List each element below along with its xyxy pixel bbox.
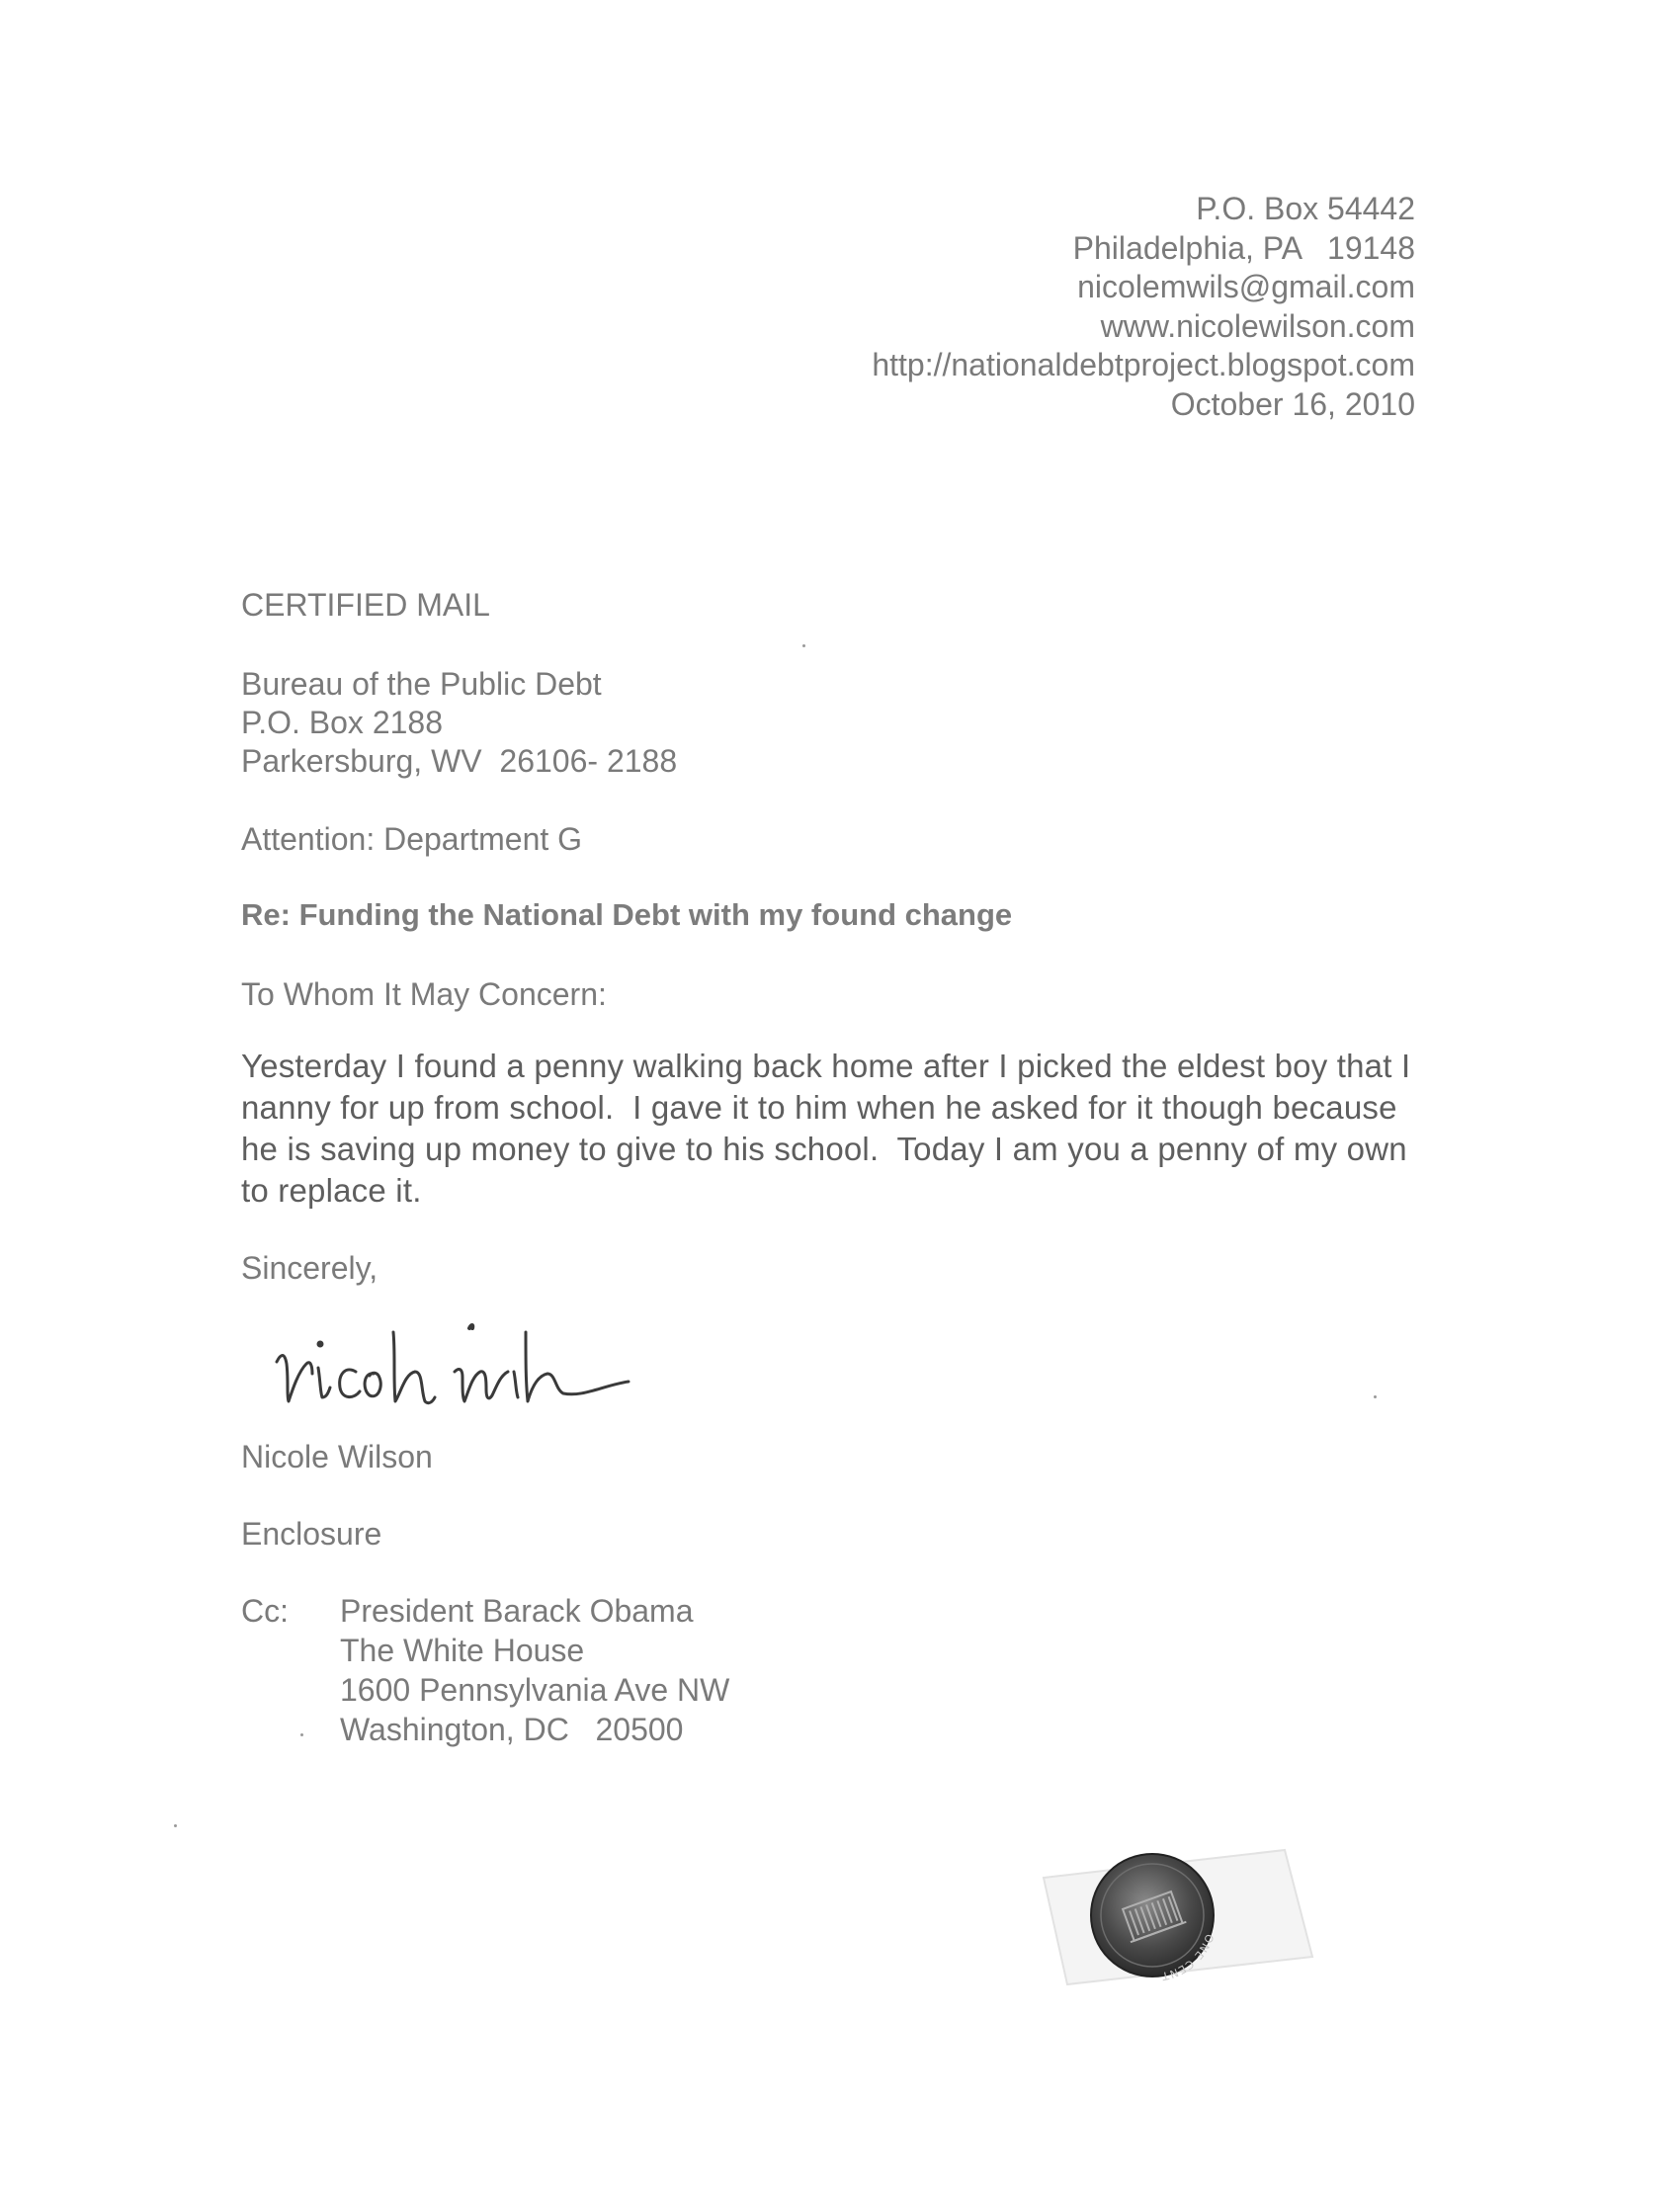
sender-blog-url: http://nationaldebtproject.blogspot.com <box>872 347 1415 382</box>
mail-type-label: CERTIFIED MAIL <box>241 587 490 623</box>
body-line: nanny for up from school. I gave it to him when he asked for it though because <box>241 1089 1397 1126</box>
scan-speck <box>174 1824 177 1827</box>
body-paragraph <box>241 1046 1457 1212</box>
scan-speck <box>1374 1395 1377 1398</box>
sender-address-block <box>872 190 1415 424</box>
salutation: To Whom It May Concern: <box>241 976 607 1012</box>
sender-po-box: P.O. Box 54442 <box>1196 191 1415 226</box>
body-line: Yesterday I found a penny walking back home after I picked the eldest boy that I <box>241 1048 1411 1084</box>
cc-label: Cc: <box>241 1593 289 1629</box>
enclosure-note: Enclosure <box>241 1516 382 1552</box>
cc-line: President Barack Obama <box>340 1593 694 1629</box>
closing: Sincerely, <box>241 1250 378 1286</box>
recipient-po-box: P.O. Box 2188 <box>241 705 443 740</box>
recipient-city-line: Parkersburg, WV 26106- 2188 <box>241 743 678 779</box>
attention-line: Attention: Department G <box>241 821 583 857</box>
body-line: to replace it. <box>241 1172 422 1209</box>
sender-website: www.nicolewilson.com <box>1100 307 1415 344</box>
letter-date: October 16, 2010 <box>1170 385 1415 422</box>
cc-line: The White House <box>340 1633 585 1668</box>
cc-line: Washington, DC 20500 <box>340 1712 684 1747</box>
sender-city-line: Philadelphia, PA 19148 <box>1072 229 1415 266</box>
cc-line: 1600 Pennsylvania Ave NW <box>340 1672 730 1708</box>
cc-address <box>340 1591 729 1749</box>
body-line: he is saving up money to give to his school. Today I am you a penny of my own <box>241 1131 1407 1167</box>
sender-email: nicolemwils@gmail.com <box>1077 269 1415 304</box>
taped-penny-image <box>1028 1838 1324 1986</box>
coin-top-text: ONE CENT <box>1159 1932 1217 1983</box>
subject-line: Re: Funding the National Debt with my found change <box>241 897 1013 932</box>
recipient-name: Bureau of the Public Debt <box>241 666 602 702</box>
scan-speck <box>802 644 805 647</box>
signer-name: Nicole Wilson <box>241 1439 433 1474</box>
handwritten-signature <box>267 1303 682 1431</box>
scan-speck <box>300 1733 303 1736</box>
